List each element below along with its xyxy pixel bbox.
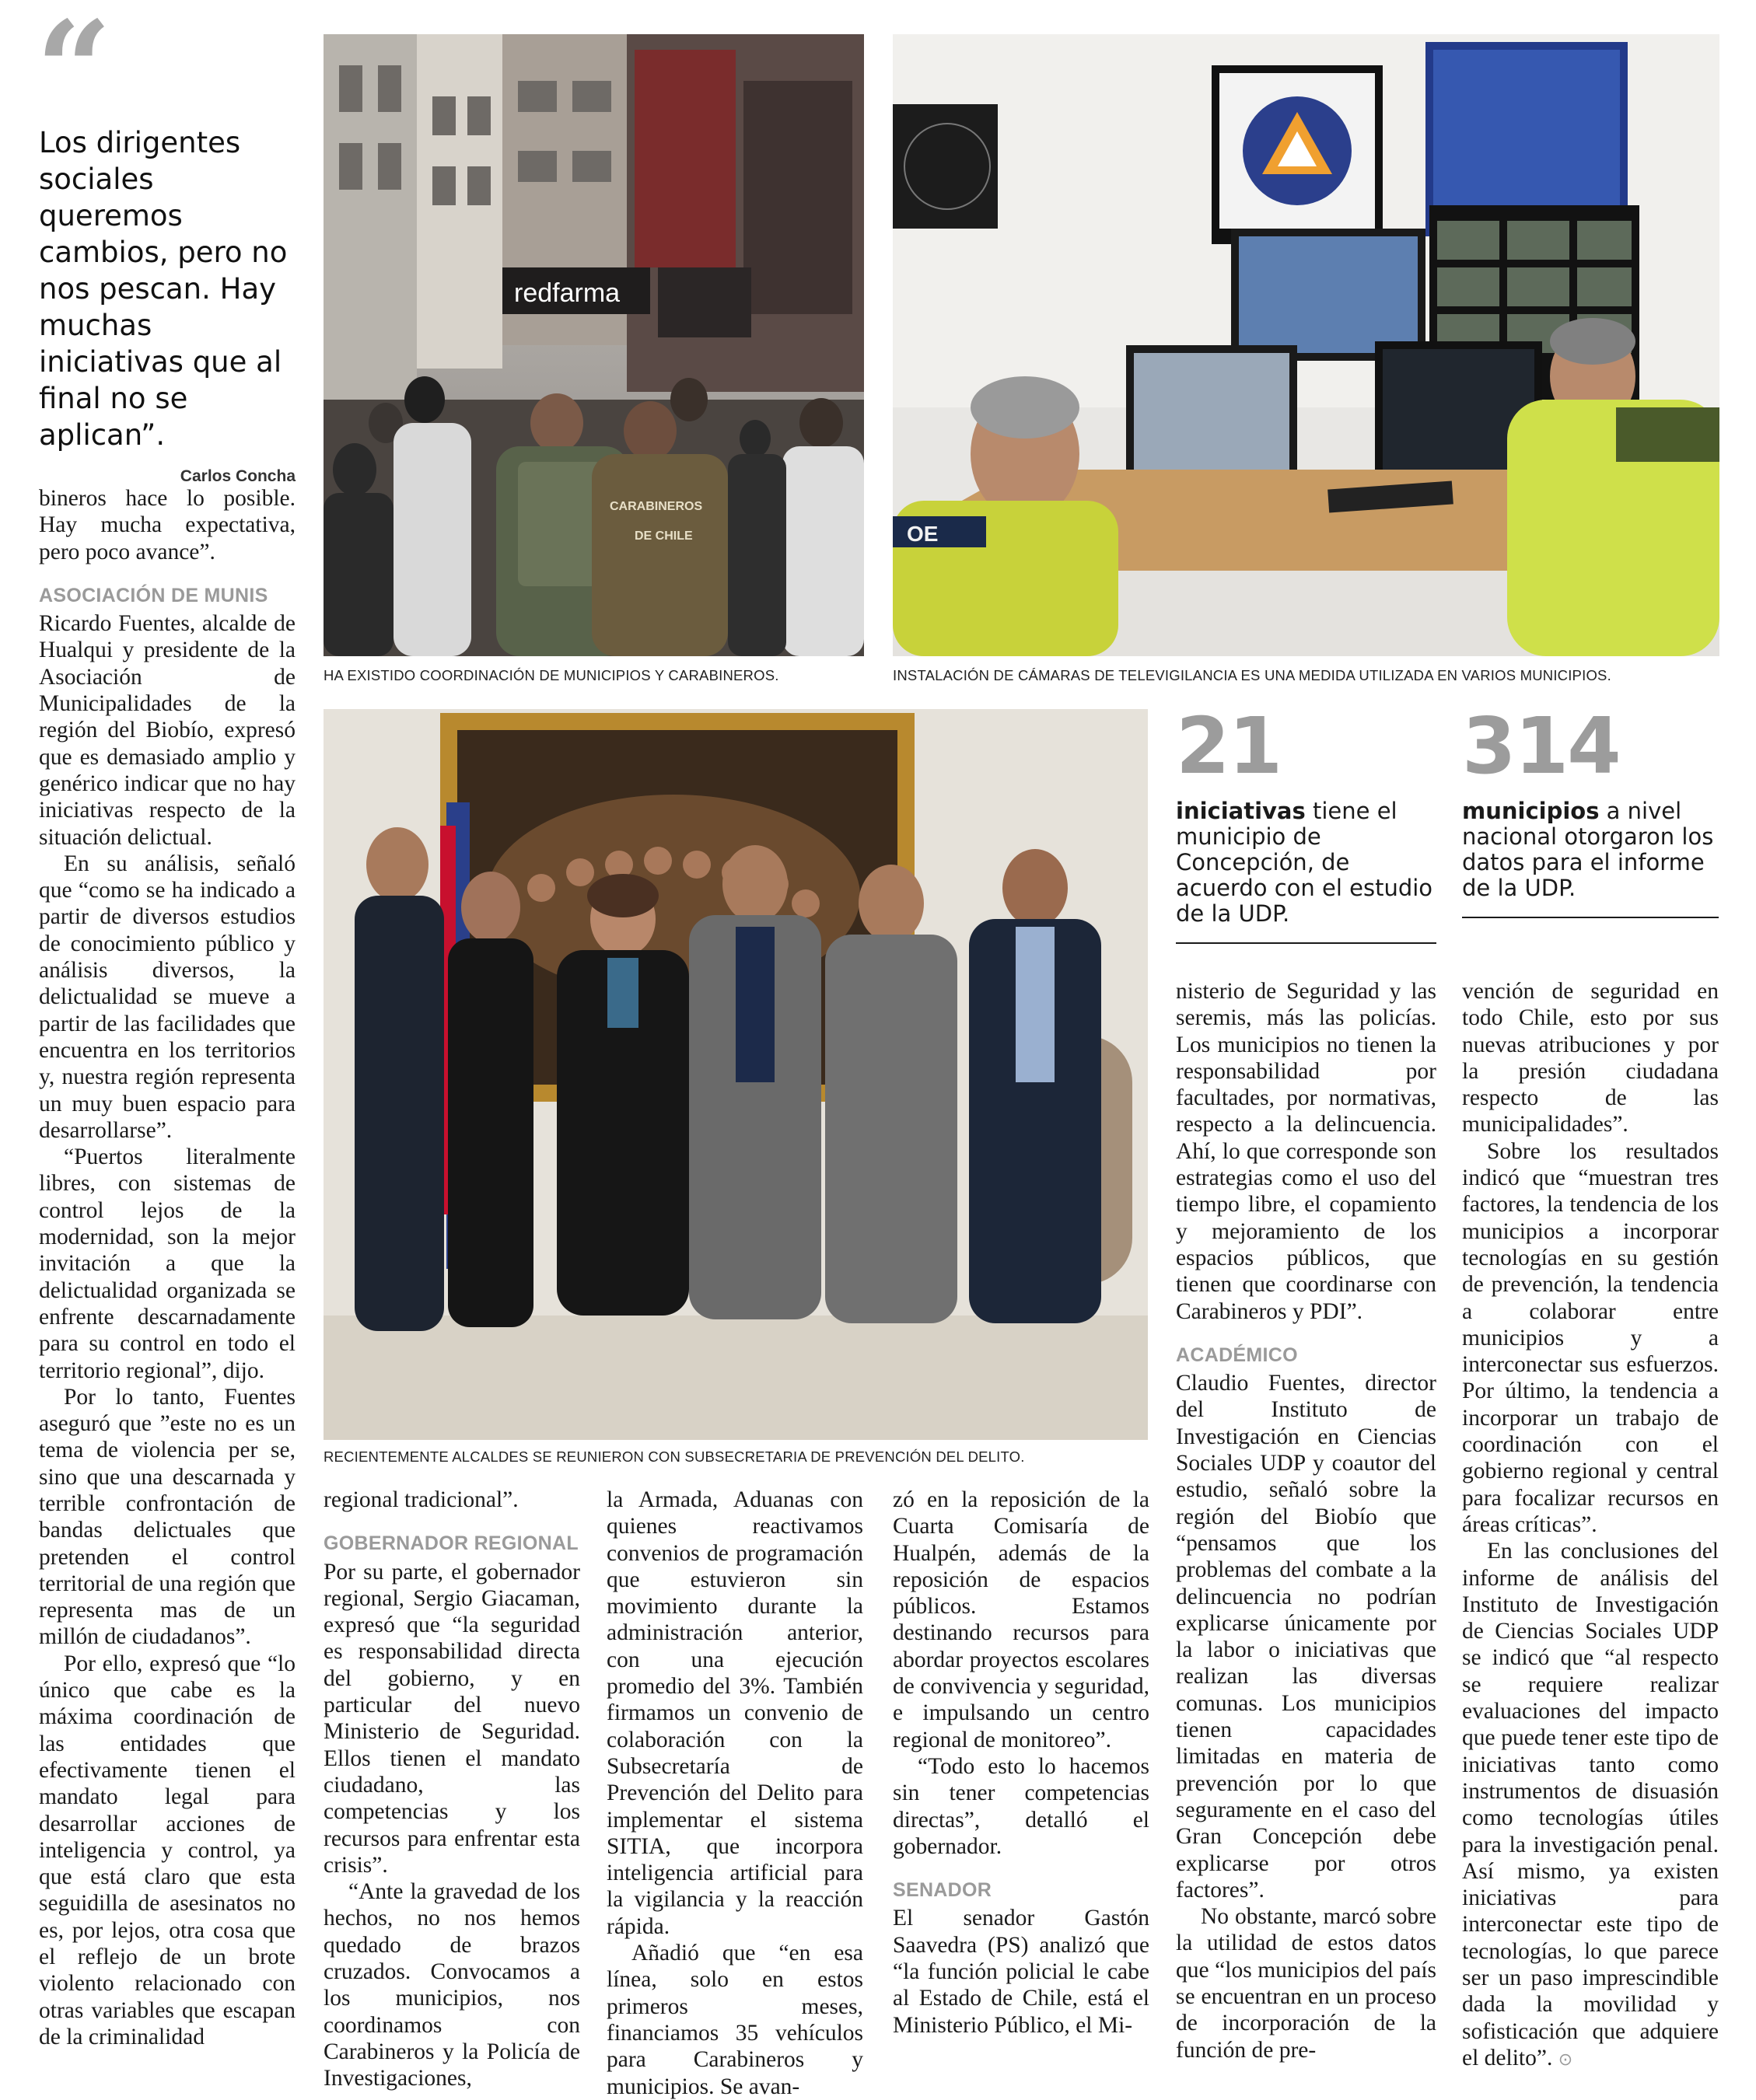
paragraph: Por su parte, el gobernador regional, Sergio Giacaman, expresó que “la seguridad es responsabilidad directa del gobierno, y en particular del nuevo Ministerio de Seguridad. Ellos tienen el mandato ciudadano, las competencias y los recursos para enfrentar esta crisis”. — [324, 1559, 580, 1878]
paragraph: bineros hace lo posible. Hay mucha expectativa, pero poco avance”. — [39, 486, 296, 564]
subheading: ACADÉMICO — [1176, 1344, 1298, 1366]
stat-number: 21 — [1176, 701, 1282, 791]
photo-street-image — [324, 34, 864, 656]
paragraph: Añadió que “en esa línea, solo en estos primeros meses, financiamos 35 vehículos para Carabineros y municipios. Se avan- — [607, 1941, 863, 2099]
article-column-4 — [893, 1487, 1149, 2046]
photo-monitoring-center — [893, 34, 1719, 656]
paragraph: la Armada, Aduanas con quienes reactivamos convenios de programación que estuvieron sin movimiento durante la administración anterior, con una ejecución promedio del 3%. También firmamos un convenio de colaboración con la Subsecretaría de Prevención del Delito para implementar el sistema SITIA, que incorpora inteligencia artificial para la vigilancia y la reacción rápida. — [607, 1487, 863, 1939]
vest-label: CARABINEROS — [610, 500, 703, 513]
caption-photo-3: RECIENTEMENTE ALCALDES SE REUNIERON CON SUBSECRETARIA DE PREVENCIÓN DEL DELITO. — [324, 1448, 1025, 1465]
stat-number: 314 — [1462, 701, 1620, 791]
photo-mayors-image — [324, 709, 1148, 1440]
caption-photo-1: HA EXISTIDO COORDINACIÓN DE MUNICIPIOS Y CARABINEROS. — [324, 667, 779, 683]
paragraph: regional tradicional”. — [324, 1487, 519, 1512]
store-sign: redfarma — [514, 278, 621, 308]
stat-description: iniciativas tiene el municipio de Concepción, de acuerdo con el estudio de la UDP. — [1176, 798, 1433, 927]
article-column-5 — [1176, 978, 1436, 2063]
paragraph: Sobre los resultados indicó que “muestran tres factores, la tendencia de los municipios a incorporar tecnologías en su gestión de prevención, la tendencia a colaborar entre municipios y a interconectar sus esfuerzos. Por último, la tendencia a incorporar un trabajo de coordinación con el gobierno regional y central para focalizar recursos en áreas críticas”. — [1462, 1138, 1719, 1537]
paragraph: vención de seguridad en todo Chile, esto por sus nuevas atribuciones y por la presión ciudadana respecto de las municipalidades”. — [1462, 979, 1719, 1137]
paragraph: Por ello, expresó que “lo único que cabe es la máxima coordinación de las entidades que efectivamente tienen el mandato legal para desarrollar acciones de inteligencia y control, ya que está claro que esta seguidilla de asesinatos no es, por lejos, otra cosa que el reflejo de un brote violento relacionado con otras variables que escapan de la criminalidad — [39, 1651, 296, 2049]
paragraph: zó en la reposición de la Cuarta Comisaría de Hualpén, además de la reposición de espacios públicos. Estamos destinando recursos para abordar proyectos escolares de convivencia y seguridad, e impulsando un centro regional de monitoreo”. — [893, 1487, 1149, 1752]
stat-rule — [1176, 942, 1436, 944]
pull-quote — [36, 0, 296, 486]
photo-monitoring-image — [893, 34, 1719, 656]
paragraph: “Ante la gravedad de los hechos, no nos hemos quedado de brazos cruzados. Convocamos a los municipios, nos coordinamos con Carabineros y la Policía de Investigaciones, — [324, 1879, 580, 2091]
paragraph: Ricardo Fuentes, alcalde de Hualqui y presidente de la Asociación de Municipalidades de la región del Biobío, expresó que es demasiado amplio y genérico indicar que no hay iniciativas respecto de la situación delictual. — [39, 611, 296, 850]
stat-block-2 — [1462, 701, 1719, 918]
caption-photo-2: INSTALACIÓN DE CÁMARAS DE TELEVIGILANCIA ES UNA MEDIDA UTILIZADA EN VARIOS MUNICIPIOS. — [893, 667, 1611, 683]
paragraph: No obstante, marcó sobre la utilidad de estos datos que “los municipios del país se encuentran en un proceso de incorporación de la función de pre- — [1176, 1904, 1436, 2063]
article-column-6 — [1462, 978, 1719, 2070]
ops-vest-label: OE — [907, 522, 939, 546]
stat-description: municipios a nivel nacional otorgaron los datos para el informe de la UDP. — [1462, 798, 1714, 901]
end-mark-icon: ⊙ — [1558, 2049, 1573, 2070]
article-column-2 — [324, 1487, 580, 2091]
paragraph: Claudio Fuentes, director del Instituto de Investigación en Ciencias Sociales UDP y coautor del estudio, señaló sobre la región del Biobío que “pensamos que los problemas del combate a la delincuencia no podrían explicarse únicamente por la labor o iniciativas que realizan las diversas comunas. Los municipios tienen capacidades limitadas en materia de prevención por lo que seguramente en el caso del Gran Concepción debe explicarse por otros factores”. — [1176, 1371, 1436, 1903]
stat-rule — [1462, 917, 1719, 918]
subheading: ASOCIACIÓN DE MUNIS — [39, 584, 268, 606]
quote-mark-icon: “ — [36, 0, 112, 148]
paragraph: Por lo tanto, Fuentes aseguró que ”este no es un tema de violencia per se, sino que una descarnada y terrible confrontación de bandas delictuales que pretenden el control territorial de una región que representa mas de un millón de ciudadanos”. — [39, 1384, 296, 1650]
article-column-3 — [607, 1487, 863, 2099]
paragraph: En las conclusiones del informe de análisis del Instituto de Investigación de Ciencias Sociales UDP se indicó que “al respecto se requiere realizar evaluaciones del impacto que puede tener este tipo de iniciativas tanto como instrumentos de disuasión como tecnologías útiles para la investigación penal. Así mismo, ya existen iniciativas para interconectar este tipo de tecnologías, lo que parece ser un paso imprescindible dada la movilidad y sofisticación que adquiere el delito”. ⊙ — [1462, 1539, 1719, 2070]
subheading: GOBERNADOR REGIONAL — [324, 1532, 579, 1555]
paragraph: El senador Gastón Saavedra (PS) analizó que “la función policial le cabe al Estado de Chile, está el Ministerio Público, el Mi- — [893, 1906, 1149, 2038]
article-column-1 — [39, 485, 296, 2049]
quote-author: Carlos Concha — [180, 467, 296, 485]
svg-text:DE CHILE: DE CHILE — [635, 529, 693, 543]
paragraph: “Puertos literalmente libres, con sistemas de control lejos de la modernidad, son la mejor invitación a que la delictualidad organizada se enfrente descarnadamente para su control en todo el territorio regional”, dijo. — [39, 1144, 296, 1383]
stat-block-1 — [1176, 701, 1436, 944]
paragraph: nisterio de Seguridad y las seremis, más las policías. Los municipios no tienen la responsabilidad por facultades, por normativas, respecto a la delincuencia. Ahí, lo que corresponde son estrategias como el uso del tiempo libre, el copamiento y mejoramiento de los espacios públicos, que tienen que coordinarse con Carabineros y PDI”. — [1176, 979, 1436, 1324]
subheading: SENADOR — [893, 1879, 992, 1902]
paragraph: En su análisis, señaló que “como se ha indicado a partir de diversos estudios de conocimiento público y análisis diversos, la delictualidad se mueve a partir de las facilidades que encuentra en los territorios y, nuestra región representa un muy buen espacio para desarrollarse”. — [39, 851, 296, 1143]
quote-text: Los dirigentes sociales queremos cambios, pero no nos pescan. Hay muchas iniciativas que al final no se aplican”. — [39, 126, 288, 452]
photo-street-carabineros — [324, 34, 864, 656]
paragraph: “Todo esto lo hacemos sin tener competencias directas”, detalló el gobernador. — [893, 1753, 1149, 1859]
photo-mayors-meeting — [324, 709, 1148, 1440]
